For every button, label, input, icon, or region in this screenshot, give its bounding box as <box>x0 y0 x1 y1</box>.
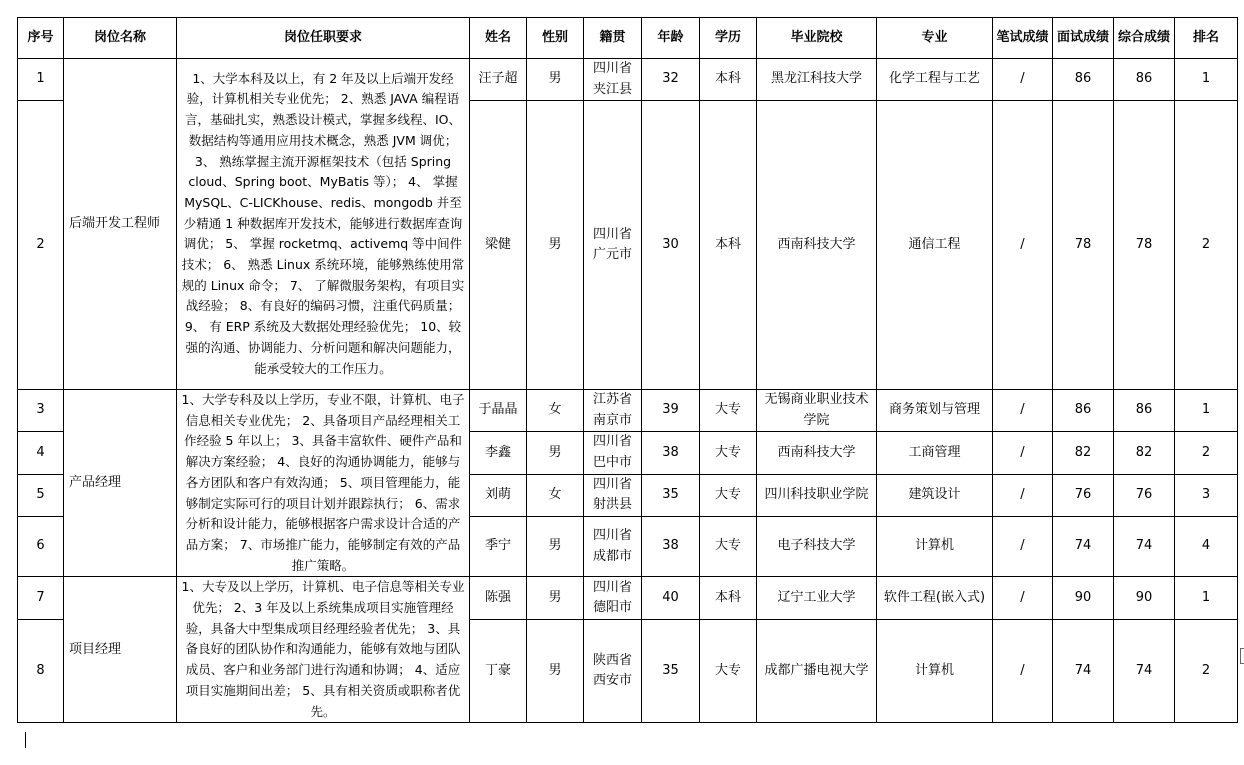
gender: 男 <box>527 577 584 620</box>
major: 软件工程(嵌入式) <box>877 577 993 620</box>
interview-score: 90 <box>1053 577 1114 620</box>
row-number: 5 <box>18 474 64 516</box>
school: 辽宁工业大学 <box>757 577 877 620</box>
major: 建筑设计 <box>877 474 993 516</box>
written-score: / <box>993 577 1053 620</box>
gender: 男 <box>527 432 584 474</box>
position-requirements: 1、大专及以上学历，计算机、电子信息等相关专业优先； 2、3 年及以上系统集成项目实施管理经验，具备大中型集成项目经理经验者优先； 3、具备良好的团队协作和沟通能力，能够有效地与团队成员、客户和业务部门进行沟通和协调； 4、适应项目实施期间出差； 5、具有相关资质或职称者优先。 <box>177 577 470 723</box>
major: 商务策划与管理 <box>877 390 993 432</box>
education: 本科 <box>700 59 757 101</box>
interview-score: 76 <box>1053 474 1114 516</box>
table-row <box>18 390 1238 432</box>
row-number: 4 <box>18 432 64 474</box>
written-score: / <box>993 432 1053 474</box>
written-score: / <box>993 59 1053 101</box>
header-cell: 面试成绩 <box>1053 18 1114 59</box>
origin: 四川省射洪县 <box>584 474 642 516</box>
position-requirements: 1、大学专科及以上学历，专业不限，计算机、电子信息相关专业优先； 2、具备项目产品经理相关工作经验 5 年以上； 3、具备丰富软件、硬件产品和解决方案经验； 4、良好的沟通协调能力，能够与各方团队和客户有效沟通； 5、项目管理能力，能够制定实际可行的项目计划并跟踪执行； 6、需求分析和设计能力，能够根据客户需求设计合适的产品方案； 7、市场推广能力，能够制定有效的产品推广策略。 <box>177 390 470 577</box>
header-cell: 排名 <box>1175 18 1238 59</box>
gender: 女 <box>527 390 584 432</box>
header-cell: 笔试成绩 <box>993 18 1053 59</box>
school: 成都广播电视大学 <box>757 619 877 722</box>
gender: 女 <box>527 474 584 516</box>
rank: 4 <box>1175 516 1238 576</box>
total-score: 74 <box>1114 516 1175 576</box>
origin: 四川省德阳市 <box>584 577 642 620</box>
major: 化学工程与工艺 <box>877 59 993 101</box>
written-score: / <box>993 619 1053 722</box>
age: 32 <box>642 59 700 101</box>
school: 电子科技大学 <box>757 516 877 576</box>
interview-score: 74 <box>1053 619 1114 722</box>
header-cell: 毕业院校 <box>757 18 877 59</box>
total-score: 86 <box>1114 390 1175 432</box>
row-number: 7 <box>18 577 64 620</box>
origin: 四川省成都市 <box>584 516 642 576</box>
origin: 四川省夹江县 <box>584 59 642 101</box>
candidate-name: 陈强 <box>470 577 527 620</box>
school: 西南科技大学 <box>757 101 877 390</box>
gender: 男 <box>527 619 584 722</box>
rank: 2 <box>1175 432 1238 474</box>
total-score: 82 <box>1114 432 1175 474</box>
interview-score: 86 <box>1053 59 1114 101</box>
position-name: 产品经理 <box>64 390 177 577</box>
candidate-name: 丁豪 <box>470 619 527 722</box>
header-cell: 序号 <box>18 18 64 59</box>
results-table <box>17 17 1238 723</box>
rank: 1 <box>1175 390 1238 432</box>
header-cell: 专业 <box>877 18 993 59</box>
major: 计算机 <box>877 619 993 722</box>
written-score: / <box>993 390 1053 432</box>
header-cell: 综合成绩 <box>1114 18 1175 59</box>
candidate-name: 梁健 <box>470 101 527 390</box>
candidate-name: 李鑫 <box>470 432 527 474</box>
total-score: 86 <box>1114 59 1175 101</box>
header-cell: 姓名 <box>470 18 527 59</box>
table-row <box>18 577 1238 620</box>
school: 四川科技职业学院 <box>757 474 877 516</box>
total-score: 76 <box>1114 474 1175 516</box>
cell-end-marker <box>1240 648 1244 664</box>
table-row <box>18 59 1238 101</box>
major: 计算机 <box>877 516 993 576</box>
row-number: 1 <box>18 59 64 101</box>
interview-score: 74 <box>1053 516 1114 576</box>
education: 大专 <box>700 390 757 432</box>
origin: 江苏省南京市 <box>584 390 642 432</box>
education: 大专 <box>700 474 757 516</box>
gender: 男 <box>527 516 584 576</box>
education: 本科 <box>700 101 757 390</box>
major: 通信工程 <box>877 101 993 390</box>
header-cell: 岗位任职要求 <box>177 18 470 59</box>
major: 工商管理 <box>877 432 993 474</box>
interview-score: 86 <box>1053 390 1114 432</box>
rank: 2 <box>1175 619 1238 722</box>
origin: 四川省巴中市 <box>584 432 642 474</box>
header-cell: 籍贯 <box>584 18 642 59</box>
header-cell: 性别 <box>527 18 584 59</box>
education: 大专 <box>700 516 757 576</box>
total-score: 78 <box>1114 101 1175 390</box>
header-cell: 岗位名称 <box>64 18 177 59</box>
row-number: 8 <box>18 619 64 722</box>
gender: 男 <box>527 59 584 101</box>
interview-score: 82 <box>1053 432 1114 474</box>
age: 38 <box>642 432 700 474</box>
position-requirements: 1、大学本科及以上，有 2 年及以上后端开发经验，计算机相关专业优先； 2、熟悉 JAVA 编程语言，基础扎实，熟悉设计模式，掌握多线程、IO、数据结构等通用应用技术概念，熟悉 JVM 调优； 3、 熟练掌握主流开源框架技术（包括 Spring cloud、Spring boot、MyBatis 等）； 4、 掌握 MySQL、C-LICKhouse、redis、mongodb 并至少精通 1 种数据库开发技术，能够进行数据库查询调优； 5、 掌握 rocketmq、activemq 等中间件技术； 6、 熟悉 Linux 系统环境，能够熟练使用常规的 Linux 命令； 7、 了解微服务架构，有项目实战经验； 8、有良好的编码习惯，注重代码质量； 9、 有 ERP 系统及大数据处理经验优先； 10、较强的沟通、协调能力、分析问题和解决问题能力，能承受较大的工作压力。 <box>177 59 470 390</box>
age: 39 <box>642 390 700 432</box>
candidate-name: 季宁 <box>470 516 527 576</box>
age: 40 <box>642 577 700 620</box>
education: 本科 <box>700 577 757 620</box>
age: 35 <box>642 474 700 516</box>
age: 38 <box>642 516 700 576</box>
position-name: 项目经理 <box>64 577 177 723</box>
total-score: 90 <box>1114 577 1175 620</box>
header-cell: 年龄 <box>642 18 700 59</box>
interview-score: 78 <box>1053 101 1114 390</box>
candidate-name: 汪子超 <box>470 59 527 101</box>
candidate-name: 刘萌 <box>470 474 527 516</box>
row-number: 2 <box>18 101 64 390</box>
written-score: / <box>993 474 1053 516</box>
school: 无锡商业职业技术学院 <box>757 390 877 432</box>
header-cell: 学历 <box>700 18 757 59</box>
text-cursor[interactable] <box>25 732 26 748</box>
rank: 1 <box>1175 577 1238 620</box>
row-number: 3 <box>18 390 64 432</box>
gender: 男 <box>527 101 584 390</box>
rank: 3 <box>1175 474 1238 516</box>
row-number: 6 <box>18 516 64 576</box>
written-score: / <box>993 516 1053 576</box>
candidate-name: 于晶晶 <box>470 390 527 432</box>
education: 大专 <box>700 432 757 474</box>
total-score: 74 <box>1114 619 1175 722</box>
written-score: / <box>993 101 1053 390</box>
school: 黑龙江科技大学 <box>757 59 877 101</box>
education: 大专 <box>700 619 757 722</box>
rank: 1 <box>1175 59 1238 101</box>
origin: 陕西省西安市 <box>584 619 642 722</box>
age: 30 <box>642 101 700 390</box>
position-name: 后端开发工程师 <box>64 59 177 390</box>
age: 35 <box>642 619 700 722</box>
school: 西南科技大学 <box>757 432 877 474</box>
rank: 2 <box>1175 101 1238 390</box>
origin: 四川省广元市 <box>584 101 642 390</box>
header-row <box>18 18 1238 59</box>
